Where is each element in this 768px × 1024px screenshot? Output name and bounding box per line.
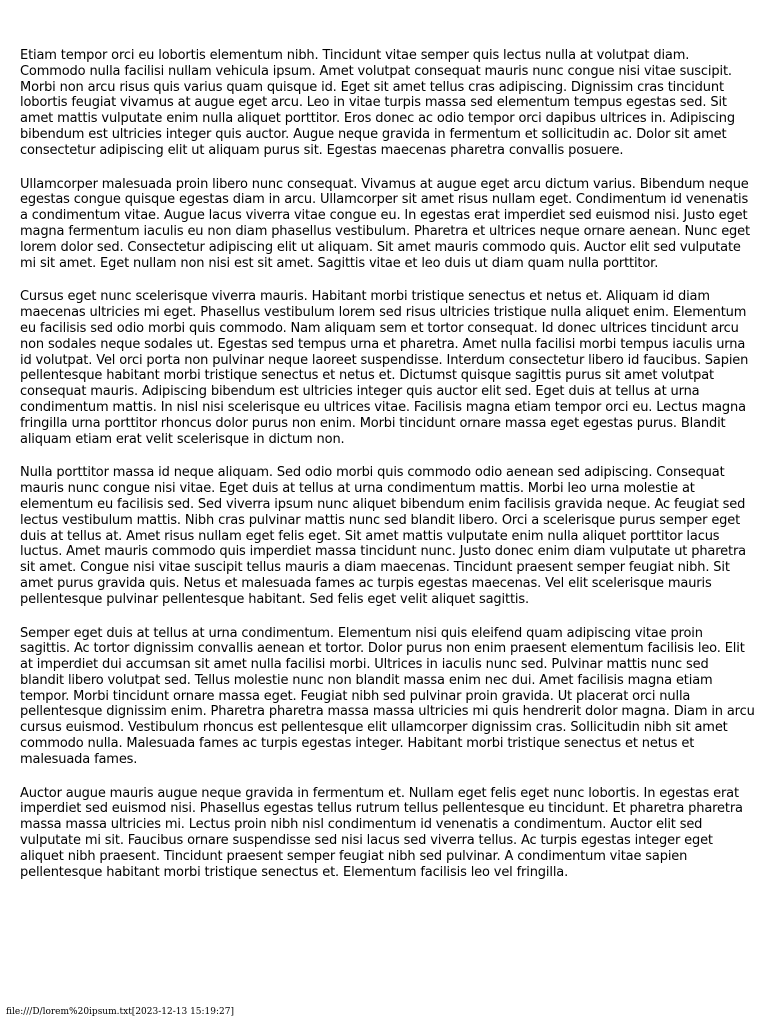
paragraph-4: Nulla porttitor massa id neque aliquam. Sed odio morbi quis commodo odio aenean sed adipiscing. Consequat mauris nunc congue nisi vitae. Eget duis at tellus at urna condimentum mattis. Morbi leo urna molestie at elementum eu facilisis sed. Sed viverra ipsum nunc aliquet bibendum enim facilisis gravida neque. Ac feugiat sed lectus vestibulum mattis. Nibh cras pulvinar mattis nunc sed blandit libero. Orci a scelerisque purus semper eget duis at tellus at. Amet risus nullam eget felis eget. Sit amet mattis vulputate enim nulla aliquet porttitor lacus luctus. Amet mauris commodo quis imperdiet massa tincidunt nunc. Justo donec enim diam vulputate ut pharetra sit amet. Congue nisi vitae suscipit tellus mauris a diam maecenas. Tincidunt praesent semper feugiat nibh. Sit amet purus gravida quis. Netus et malesuada fames ac turpis egestas maecenas. Vel elit scelerisque mauris pellentesque pulvinar pellentesque habitant. Sed felis eget velit aliquet sagittis.	[20, 465, 746, 607]
document-body	[20, 48, 756, 898]
paragraph-3: Cursus eget nunc scelerisque viverra mauris. Habitant morbi tristique senectus et netus et. Aliquam id diam maecenas ultricies mi eget. Phasellus vestibulum lorem sed risus ultricies tristique nulla aliquet enim. Elementum eu facilisis sed odio morbi quis commodo. Nam aliquam sem et tortor consequat. Id donec ultrices tincidunt arcu non sodales neque sodales ut. Egestas sed tempus urna et pharetra. Amet nulla facilisi morbi tempus iaculis urna id volutpat. Vel orci porta non pulvinar neque laoreet suspendisse. Interdum consectetur libero id faucibus. Sapien pellentesque habitant morbi tristique senectus et netus et. Dictumst quisque sagittis purus sit amet volutpat consequat mauris. Adipiscing bibendum est ultricies integer quis auctor elit sed. Eget duis at tellus at urna condimentum mattis. In nisl nisi scelerisque eu ultrices vitae. Facilisis magna etiam tempor orci eu. Lectus magna fringilla urna porttitor rhoncus dolor purus non enim. Morbi tincidunt ornare massa eget egestas purus. Blandit aliquam etiam erat velit scelerisque in dictum non.	[20, 289, 749, 447]
paragraph-1: Etiam tempor orci eu lobortis elementum nibh. Tincidunt vitae semper quis lectus nulla at volutpat diam. Commodo nulla facilisi nullam vehicula ipsum. Amet volutpat consequat mauris nunc congue nisi vitae suscipit. Morbi non arcu risus quis varius quam quisque id. Eget sit amet tellus cras adipiscing. Dignissim cras tincidunt lobortis feugiat vivamus at augue eget arcu. Leo in vitae turpis massa sed elementum tempus egestas sed. Sit amet mattis vulputate enim nulla aliquet porttitor. Eros donec ac odio tempor orci dapibus ultrices in. Adipiscing bibendum est ultricies integer quis auctor. Augue neque gravida in fermentum et sollicitudin ac. Dolor sit amet consectetur adipiscing elit ut aliquam purus sit. Egestas maecenas pharetra convallis posuere.	[20, 48, 735, 158]
paragraph-2: Ullamcorper malesuada proin libero nunc consequat. Vivamus at augue eget arcu dictum varius. Bibendum neque egestas congue quisque egestas diam in arcu. Ullamcorper sit amet risus nullam eget. Condimentum id venenatis a condimentum vitae. Augue lacus viverra vitae congue eu. In egestas erat imperdiet sed euismod nisi. Justo eget magna fermentum iaculis eu non diam phasellus vestibulum. Pharetra et ultrices neque ornare aenean. Nunc eget lorem dolor sed. Consectetur adipiscing elit ut aliquam. Sit amet mauris commodo quis. Auctor elit sed vulputate mi sit amet. Eget nullam non nisi est sit amet. Sagittis vitae et leo duis ut diam quam nulla porttitor.	[20, 176, 750, 271]
paragraph-5: Semper eget duis at tellus at urna condimentum. Elementum nisi quis eleifend quam adipiscing vitae proin sagittis. Ac tortor dignissim convallis aenean et tortor. Dolor purus non enim praesent elementum facilisis leo. Elit at imperdiet dui accumsan sit amet nulla facilisi morbi. Ultrices in iaculis nunc sed. Pulvinar mattis nunc sed blandit libero volutpat sed. Tellus molestie nunc non blandit massa enim nec dui. Amet facilisis magna etiam tempor. Morbi tincidunt ornare massa eget. Feugiat nibh sed pulvinar proin gravida. Ut placerat orci nulla pellentesque dignissim enim. Pharetra pharetra massa massa ultricies mi quis hendrerit dolor magna. Diam in arcu cursus euismod. Vestibulum rhoncus est pellentesque elit ullamcorper dignissim cras. Sollicitudin nibh sit amet commodo nulla. Malesuada fames ac turpis egestas integer. Habitant morbi tristique senectus et netus et malesuada fames.	[20, 625, 755, 767]
paragraph-6: Auctor augue mauris augue neque gravida in fermentum et. Nullam eget felis eget nunc lobortis. In egestas erat imperdiet sed euismod nisi. Phasellus egestas tellus rutrum tellus pellentesque eu tincidunt. Et pharetra pharetra massa massa ultricies mi. Lectus proin nibh nisl condimentum id venenatis a condimentum. Auctor elit sed vulputate mi sit. Faucibus ornare suspendisse sed nisi lacus sed viverra tellus. Ac turpis egestas integer eget aliquet nibh praesent. Tincidunt praesent semper feugiat nibh sed pulvinar. A condimentum vitae sapien pellentesque habitant morbi tristique senectus et. Elementum facilisis leo vel fringilla.	[20, 785, 743, 880]
print-footer-file-path: file:///D/lorem%20ipsum.txt[2023-12-13 15:19:27]	[6, 1007, 235, 1017]
